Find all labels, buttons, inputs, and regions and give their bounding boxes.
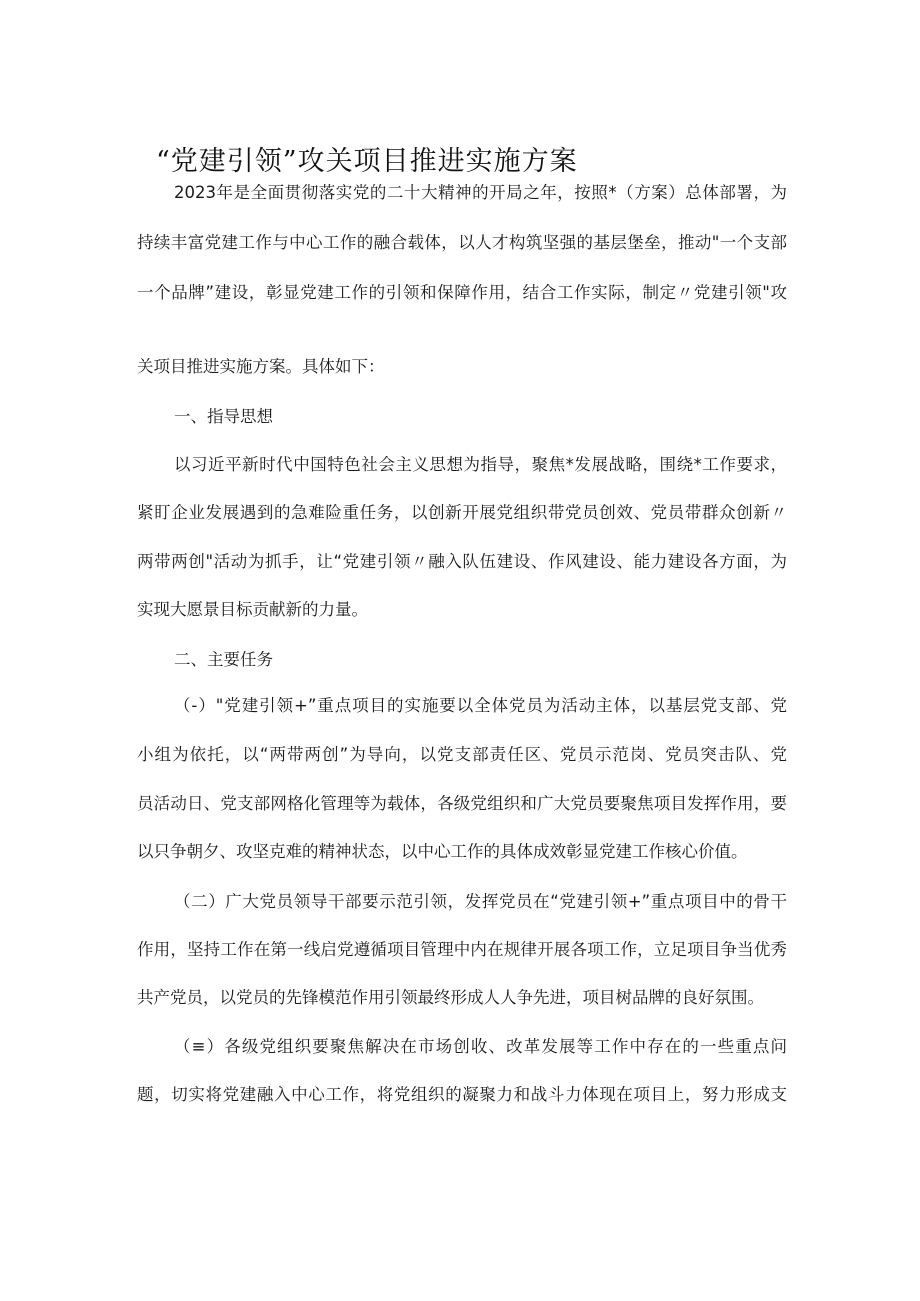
intro-line: 2023年是全面贯彻落实党的二十大精神的开局之年，按照*（方案）总体部署，为 — [174, 183, 787, 202]
body-line: 紧盯企业发展遇到的急难险重任务，以创新开展党组织带党员创效、党员带群众创新〃 — [137, 503, 787, 522]
intro-line: 关项目推进实施方案。具体如下： — [137, 357, 385, 376]
body-line: 以只争朝夕、攻坚克难的精神状态，以中心工作的具体成效彰显党建工作核心价值。 — [137, 842, 748, 861]
section-heading: 一、指导思想 — [174, 407, 273, 426]
intro-line: 持续丰富党建工作与中心工作的融合载体，以人才构筑坚强的基层堡垒，推动"一个支部 — [137, 233, 787, 252]
body-line: 以习近平新时代中国特色社会主义思想为指导，聚焦*发展战略，围绕*工作要求， — [174, 455, 787, 474]
body-line: （二）广大党员领导干部要示范引领，发挥党员在“党建引领+”重点项目中的骨干 — [174, 892, 787, 911]
document-title: “党建引领”攻关项目推进实施方案 — [156, 146, 578, 177]
body-line: 实现大愿景目标贡献新的力量。 — [137, 600, 368, 619]
body-line: 作用，坚持工作在第一线启党遵循项目管理中内在规律开展各项工作，立足项目争当优秀 — [137, 940, 787, 959]
body-line: 题，切实将党建融入中心工作，将党组织的凝聚力和战斗力体现在项目上，努力形成支 — [137, 1085, 787, 1104]
body-line: （≡）各级党组织要聚焦解决在市场创收、改革发展等工作中存在的一些重点问 — [174, 1037, 787, 1056]
section-heading: 二、主要任务 — [174, 650, 273, 669]
body-line: 员活动日、党支部网格化管理等为载体，各级党组织和广大党员要聚焦项目发挥作用，要 — [137, 794, 787, 813]
body-line: （-）"党建引领+”重点项目的实施要以全体党员为活动主体，以基层党支部、党 — [174, 696, 787, 715]
intro-line: 一个品牌”建设，彰显党建工作的引领和保障作用，结合工作实际，制定〃党建引领"攻 — [137, 283, 787, 302]
body-line: 两带两创"活动为抓手，让“党建引领〃融入队伍建设、作风建设、能力建设各方面，为 — [137, 552, 787, 571]
body-line: 共产党员，以党员的先锋模范作用引领最终形成人人争先进，项目树品牌的良好氛围。 — [137, 988, 764, 1007]
body-line: 小组为依托，以“两带两创”为导向，以党支部责任区、党员示范岗、党员突击队、党 — [137, 745, 787, 764]
